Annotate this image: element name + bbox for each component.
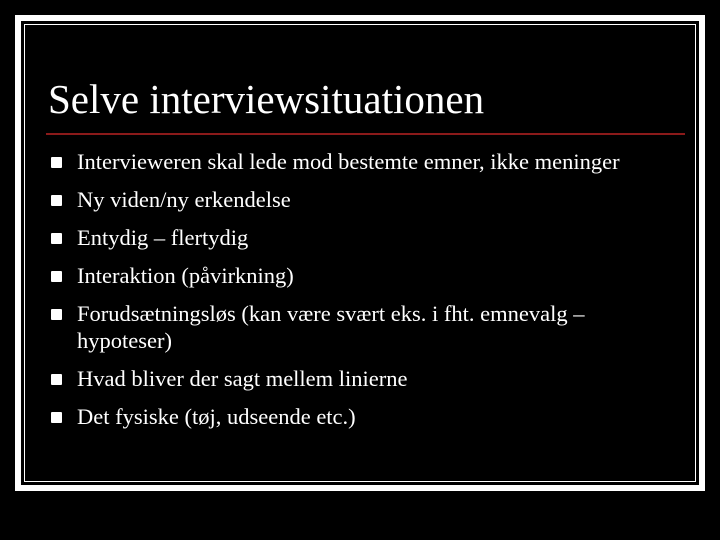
bullet-item	[0, 186, 677, 213]
bullet-text: Intervieweren skal lede mod bestemte emner, ikke meninger	[77, 149, 620, 174]
square-bullet-icon	[51, 195, 62, 206]
bullet-text: Det fysiske (tøj, udseende etc.)	[77, 404, 356, 429]
title-divider	[46, 133, 685, 135]
bullet-text: Forudsætningsløs (kan være svært eks. i fht. emnevalg – hypoteser)	[77, 301, 585, 353]
bullet-text: Interaktion (påvirkning)	[77, 263, 294, 288]
bullet-text: Ny viden/ny erkendelse	[77, 187, 291, 212]
bullet-item	[0, 262, 677, 289]
square-bullet-icon	[51, 271, 62, 282]
square-bullet-icon	[51, 412, 62, 423]
square-bullet-icon	[51, 157, 62, 168]
square-bullet-icon	[51, 374, 62, 385]
bullet-item	[0, 300, 677, 354]
bullet-item	[0, 365, 677, 392]
bullet-text: Hvad bliver der sagt mellem linierne	[77, 366, 408, 391]
square-bullet-icon	[51, 233, 62, 244]
bullet-item	[0, 403, 677, 430]
slide-title: Selve interviewsituationen	[48, 76, 485, 122]
bullet-item	[0, 224, 677, 251]
bullet-list	[0, 148, 700, 441]
bullet-item	[0, 148, 677, 175]
bullet-text: Entydig – flertydig	[77, 225, 249, 250]
square-bullet-icon	[51, 309, 62, 320]
